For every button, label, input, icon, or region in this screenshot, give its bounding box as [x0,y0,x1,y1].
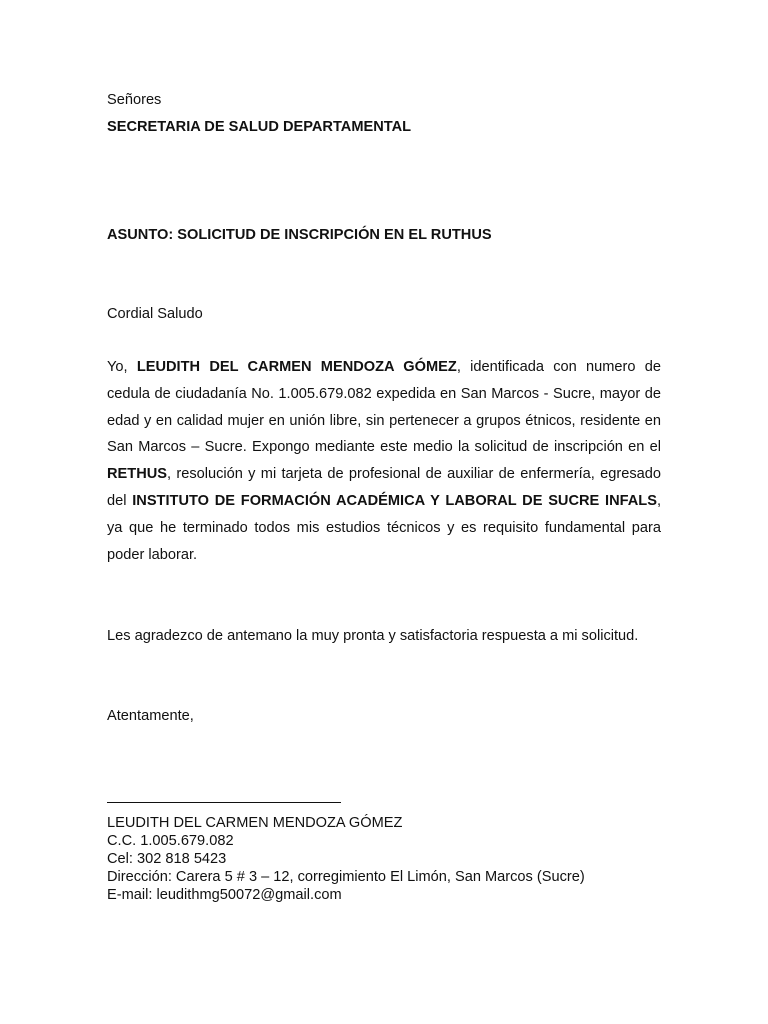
body-text: , identificada con numero de cedula de ciudadanía No. 1.005.679.082 expedida en San Marcos - Sucre, mayor de edad y en calidad mujer en unión libre, sin pertenecer a grupos étnicos, residente en San Marcos – Sucre. Expongo mediante este medio la solicitud de inscripción en el [107,359,661,456]
body-text: , ya que he terminado todos mis estudios técnicos y es requisito fundamental para poder laborar. [107,492,661,563]
signature-address: Dirección: Carera 5 # 3 – 12, corregimiento El Limón, San Marcos (Sucre) [107,869,585,885]
signature-cc: C.C. 1.005.679.082 [107,833,234,849]
greeting: Cordial Saludo [107,306,203,322]
body-text: Yo, [107,359,137,375]
salutation-to: Señores [107,92,162,108]
recipient: SECRETARIA DE SALUD DEPARTAMENTAL [107,119,412,135]
signature-block [107,814,585,904]
signature-email: E-mail: leudithmg50072@gmail.com [107,887,342,903]
subject-line: ASUNTO: SOLICITUD DE INSCRIPCIÓN EN EL RUTHUS [107,227,492,243]
body-paragraph [107,354,661,568]
signature-name: LEUDITH DEL CARMEN MENDOZA GÓMEZ [107,815,403,831]
signature-phone: Cel: 302 818 5423 [107,851,227,867]
signature-line [107,802,341,803]
rethus-label: RETHUS [107,466,167,483]
body-text: , resolución y mi tarjeta de profesional de auxiliar de enfermería, egresado del [107,466,661,509]
closing: Atentamente, [107,708,194,724]
applicant-name: LEUDITH DEL CARMEN MENDOZA GÓMEZ [136,359,457,375]
institution-name: INSTITUTO DE FORMACIÓN ACADÉMICA Y LABORAL DE SUCRE INFALS [132,492,657,509]
thanks-line: Les agradezco de antemano la muy pronta y satisfactoria respuesta a mi solicitud. [107,628,639,644]
